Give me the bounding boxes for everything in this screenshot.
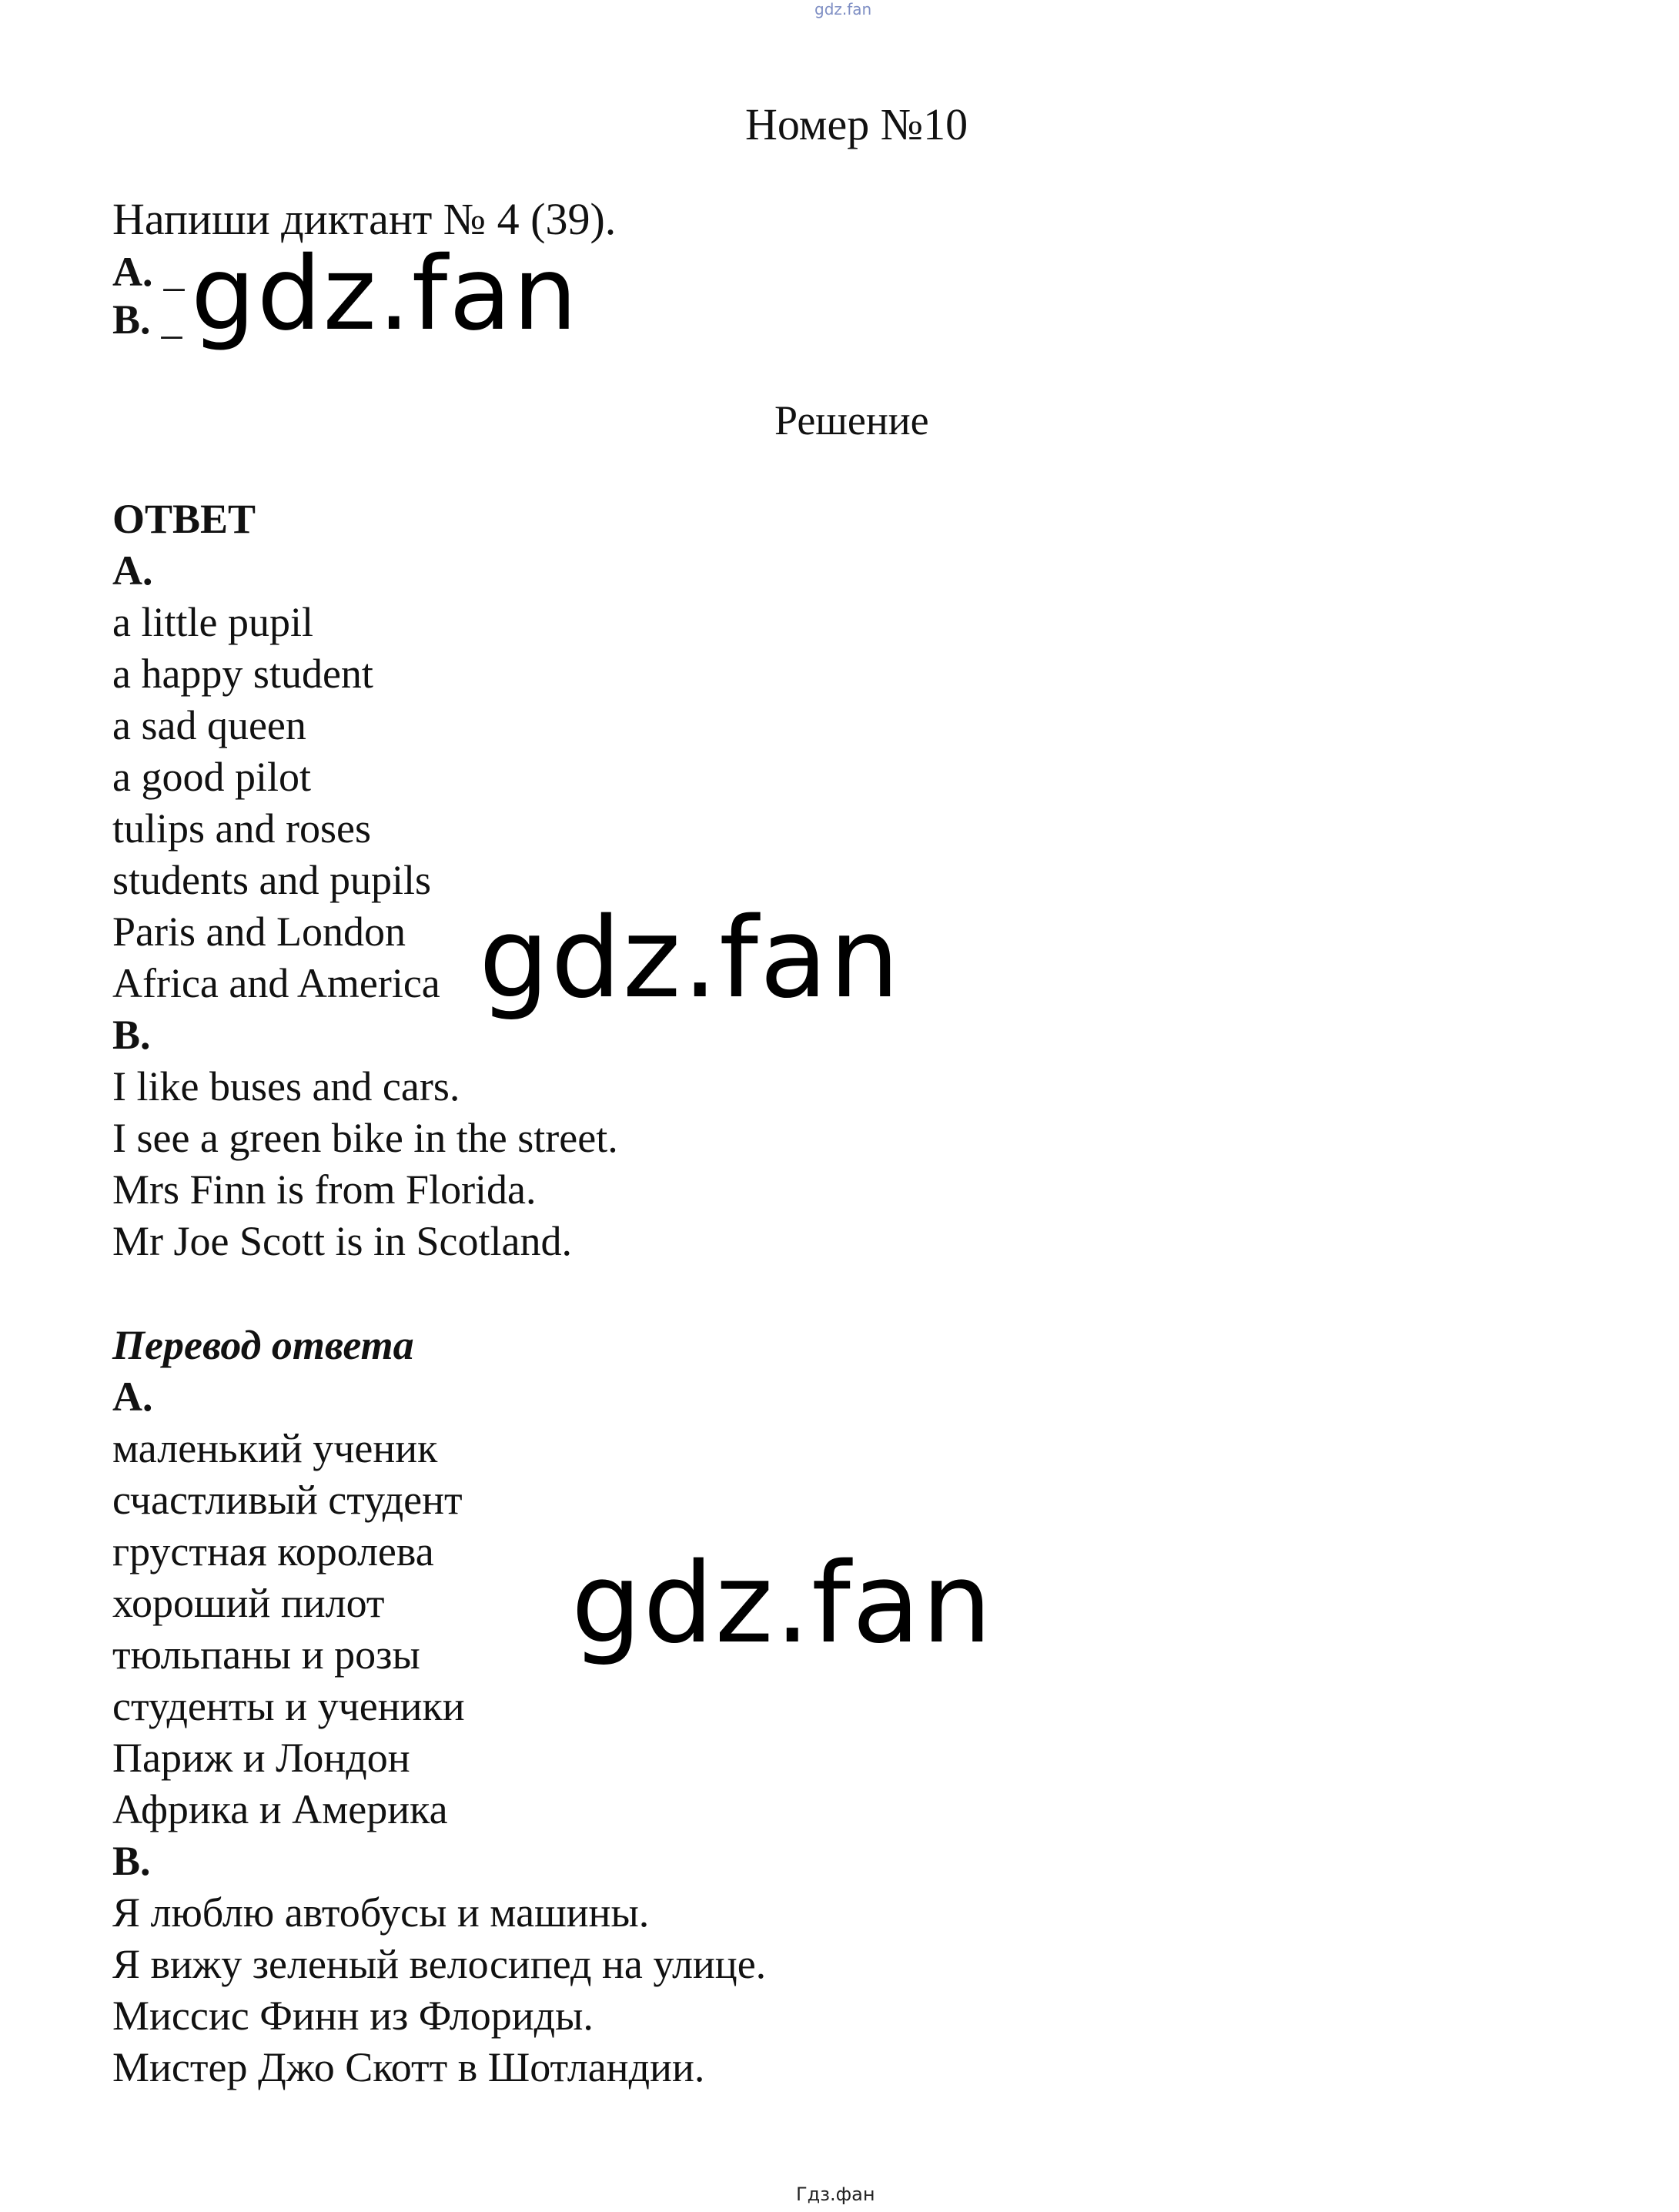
task-blank-b: _ — [161, 296, 182, 343]
watermark-1: gdz.fan — [191, 235, 579, 353]
answer-heading: ОТВЕТ — [112, 496, 256, 542]
answer-section — [112, 494, 618, 1267]
translation-item-a: хороший пилот — [112, 1580, 385, 1626]
task-line-b — [112, 296, 182, 343]
top-watermark: gdz.fan — [814, 0, 872, 18]
answer-label-a: A. — [112, 547, 153, 594]
answer-item-a: a little pupil — [112, 599, 313, 645]
watermark-2: gdz.fan — [479, 893, 901, 1022]
answer-item-b: I see a green bike in the street. — [112, 1115, 618, 1161]
answer-item-b: Mr Joe Scott is in Scotland. — [112, 1218, 572, 1264]
watermark-3: gdz.fan — [571, 1538, 994, 1668]
translation-section — [112, 1320, 766, 2093]
task-label-a: A. — [112, 249, 153, 295]
page-title: Номер №10 — [745, 99, 968, 149]
translation-item-a: маленький ученик — [112, 1425, 438, 1471]
translation-heading: Перевод ответа — [112, 1322, 414, 1368]
answer-item-a: students and pupils — [112, 857, 431, 903]
translation-label-b: B. — [112, 1838, 151, 1884]
translation-item-a: счастливый студент — [112, 1477, 463, 1523]
translation-item-a: грустная королева — [112, 1528, 434, 1575]
answer-item-b: Mrs Finn is from Florida. — [112, 1166, 537, 1213]
translation-item-a: студенты и ученики — [112, 1683, 465, 1729]
translation-item-a: тюльпаны и розы — [112, 1631, 420, 1678]
task-blank-a: _ — [163, 249, 185, 295]
answer-item-a: tulips and roses — [112, 805, 371, 852]
solution-title: Решение — [774, 397, 929, 443]
task-line-a — [112, 248, 185, 296]
translation-item-b: Миссис Финн из Флориды. — [112, 1993, 594, 2039]
answer-item-a: a sad queen — [112, 702, 306, 748]
answer-label-b: B. — [112, 1012, 151, 1058]
translation-item-b: Мистер Джо Скотт в Шотландии. — [112, 2044, 705, 2090]
task-text: Напиши диктант № 4 (39). — [112, 194, 617, 244]
translation-item-b: Я люблю автобусы и машины. — [112, 1889, 650, 1936]
translation-item-a: Африка и Америка — [112, 1786, 448, 1832]
answer-item-b: I like buses and cars. — [112, 1063, 460, 1109]
page-footer: Гдз.фан — [796, 2184, 875, 2205]
answer-item-a: Paris and London — [112, 909, 406, 955]
translation-label-a: A. — [112, 1374, 153, 1420]
translation-item-b: Я вижу зеленый велосипед на улице. — [112, 1941, 767, 1987]
answer-item-a: Africa and America — [112, 960, 440, 1006]
answer-item-a: a good pilot — [112, 754, 311, 800]
task-label-b: B. — [112, 296, 151, 343]
translation-item-a: Париж и Лондон — [112, 1735, 410, 1781]
answer-item-a: a happy student — [112, 651, 373, 697]
